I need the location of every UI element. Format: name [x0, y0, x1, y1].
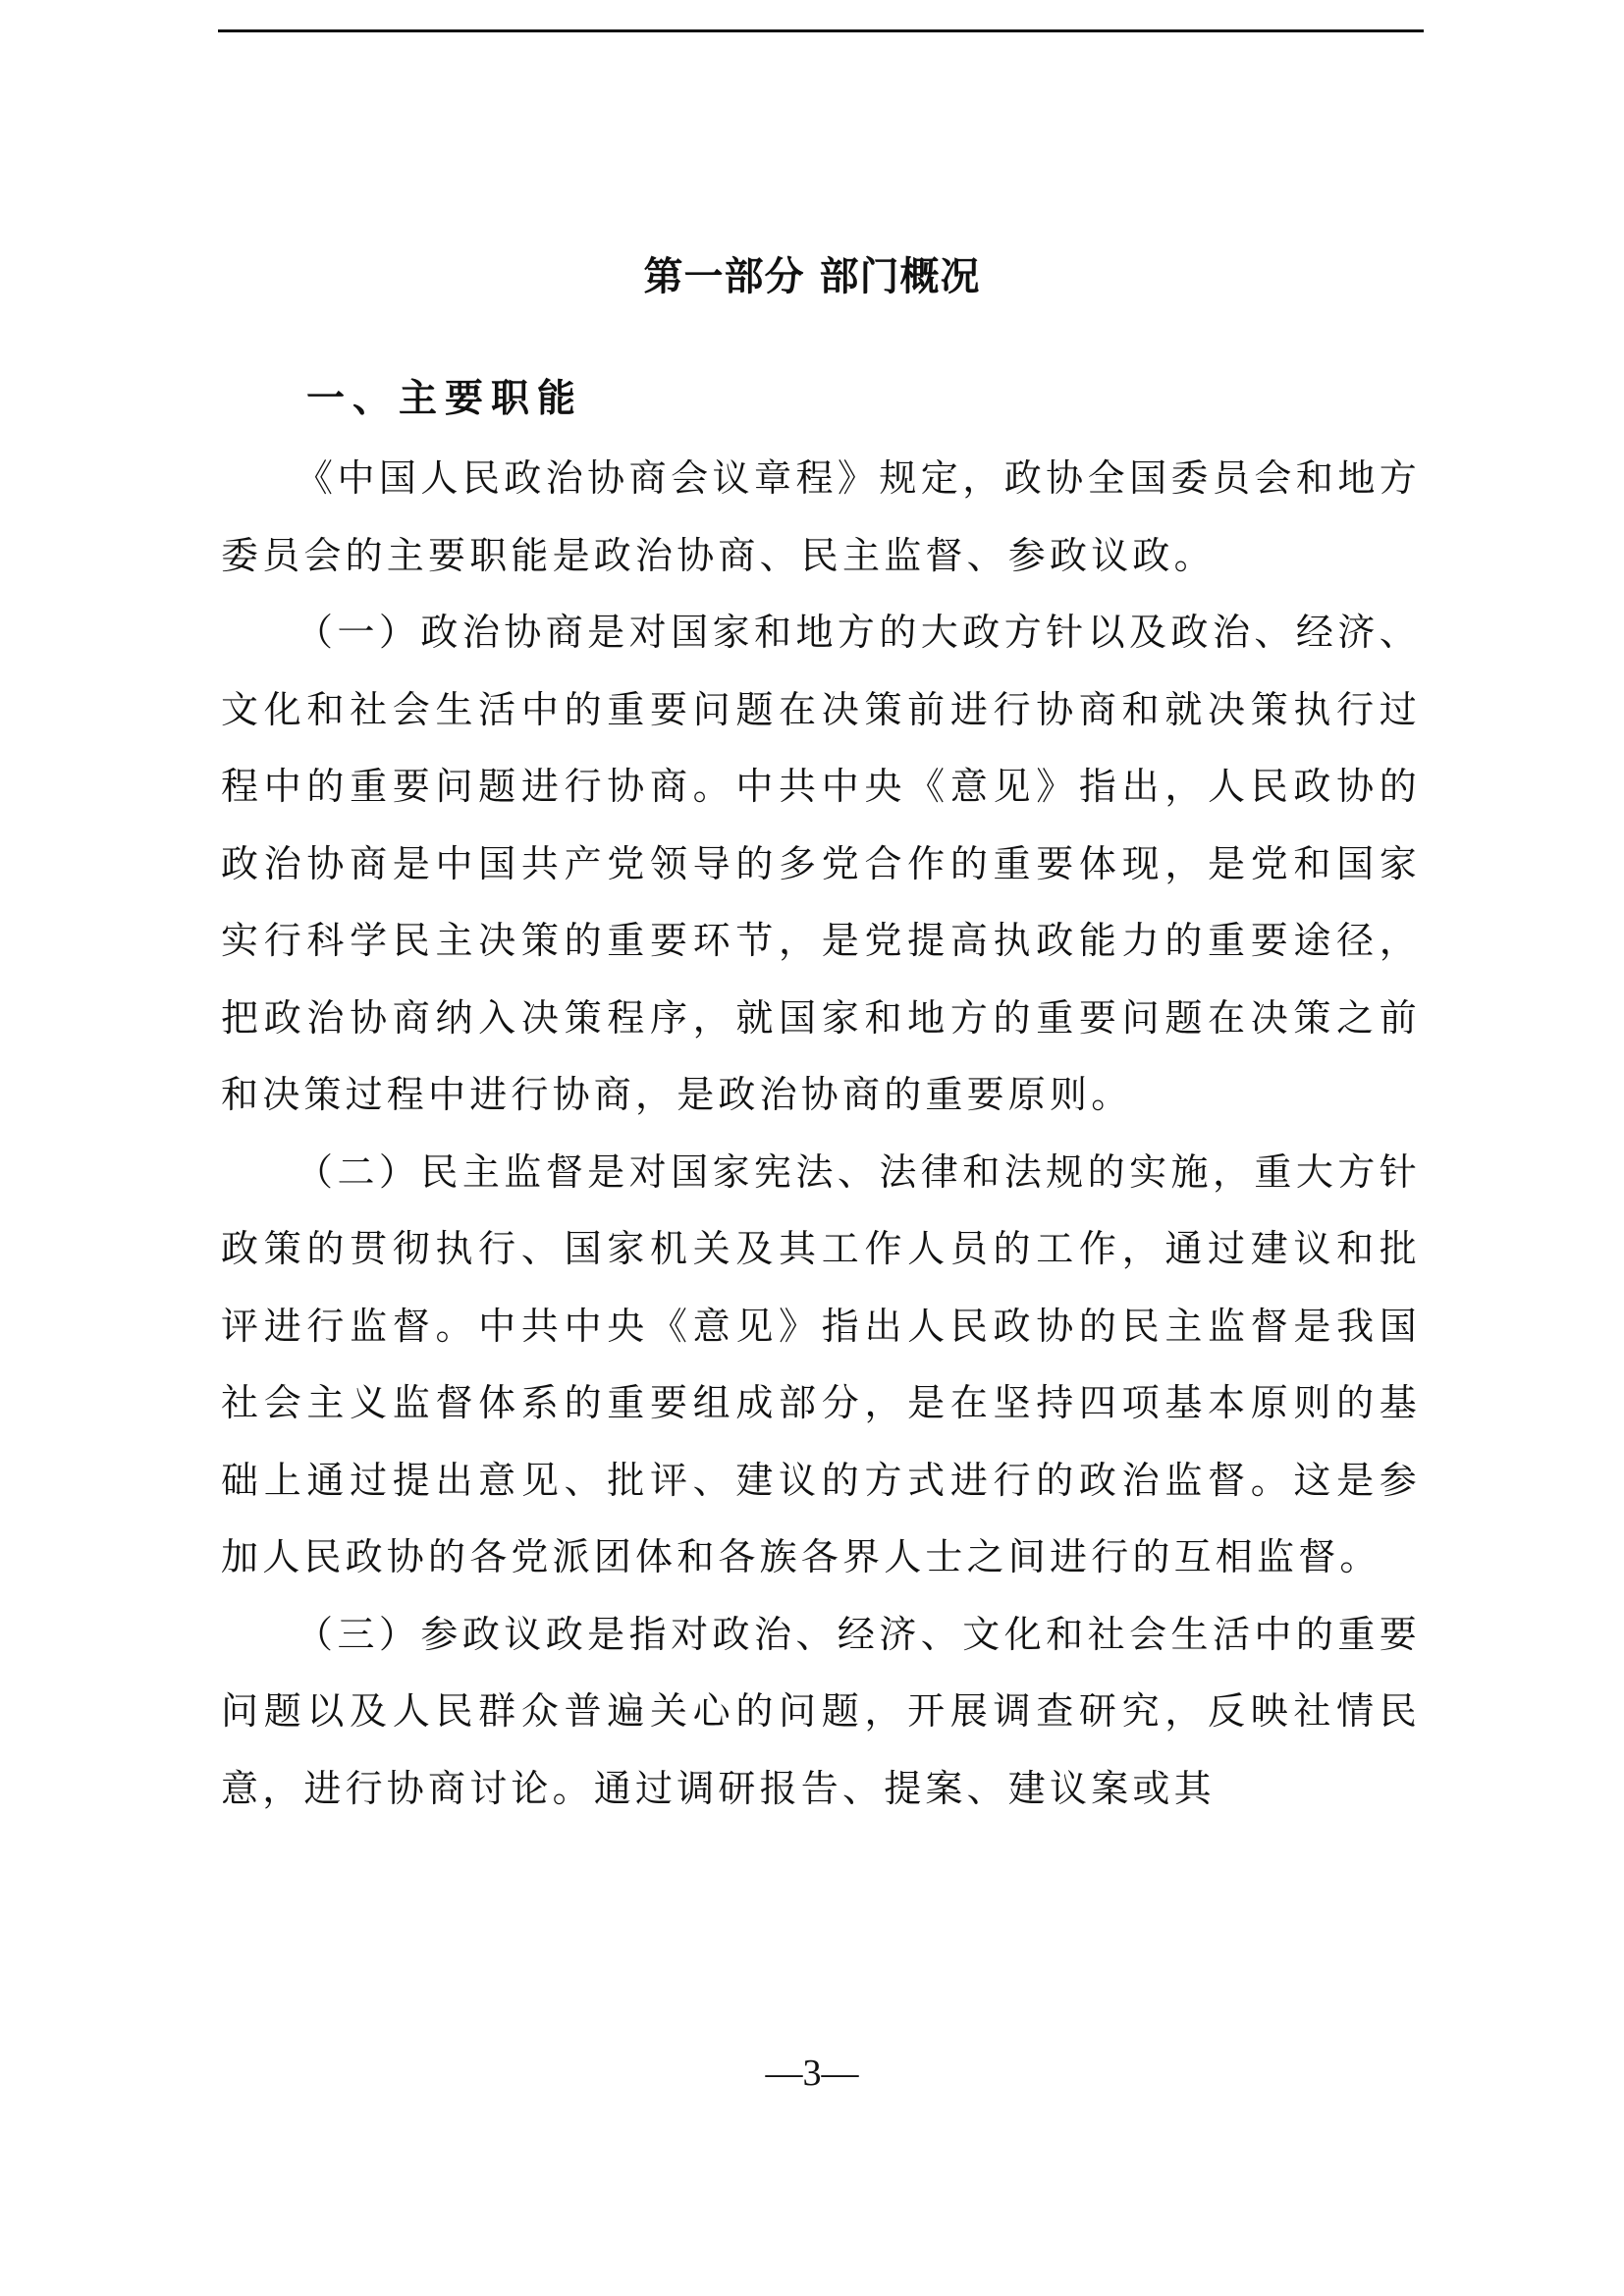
- paragraph-political-consultation: （一）政治协商是对国家和地方的大政方针以及政治、经济、文化和社会生活中的重要问题在决策前进行协商和就决策执行过程中的重要问题进行协商。中共中央《意见》指出，人民政协的政治协商是中国共产党领导的多党合作的重要体现，是党和国家实行科学民主决策的重要环节，是党提高执政能力的重要途径，把政治协商纳入决策程序，就国家和地方的重要问题在决策之前和决策过程中进行协商，是政治协商的重要原则。: [221, 611, 1421, 1116]
- body-text: [221, 440, 1421, 1827]
- section-heading: 一、主要职能: [306, 376, 584, 421]
- page-number: —3—: [765, 2053, 859, 2094]
- part-title: 第一部分 部门概况: [643, 254, 981, 299]
- paragraph-participation: （三）参政议政是指对政治、经济、文化和社会生活中的重要问题以及人民群众普遍关心的问题，开展调查研究，反映社情民意，进行协商讨论。通过调研报告、提案、建议案或其: [221, 1612, 1421, 1810]
- paragraph-democratic-supervision: （二）民主监督是对国家宪法、法律和法规的实施，重大方针政策的贯彻执行、国家机关及其工作人员的工作，通过建议和批评进行监督。中共中央《意见》指出人民政协的民主监督是我国社会主义监督体系的重要组成部分，是在坚持四项基本原则的基础上通过提出意见、批评、建议的方式进行的政治监督。这是参加人民政协的各党派团体和各族各界人士之间进行的互相监督。: [221, 1149, 1421, 1578]
- header-rule: [218, 29, 1424, 32]
- paragraph-charter: 《中国人民政治协商会议章程》规定，政协全国委员会和地方委员会的主要职能是政治协商、民主监督、参政议政。: [221, 456, 1421, 577]
